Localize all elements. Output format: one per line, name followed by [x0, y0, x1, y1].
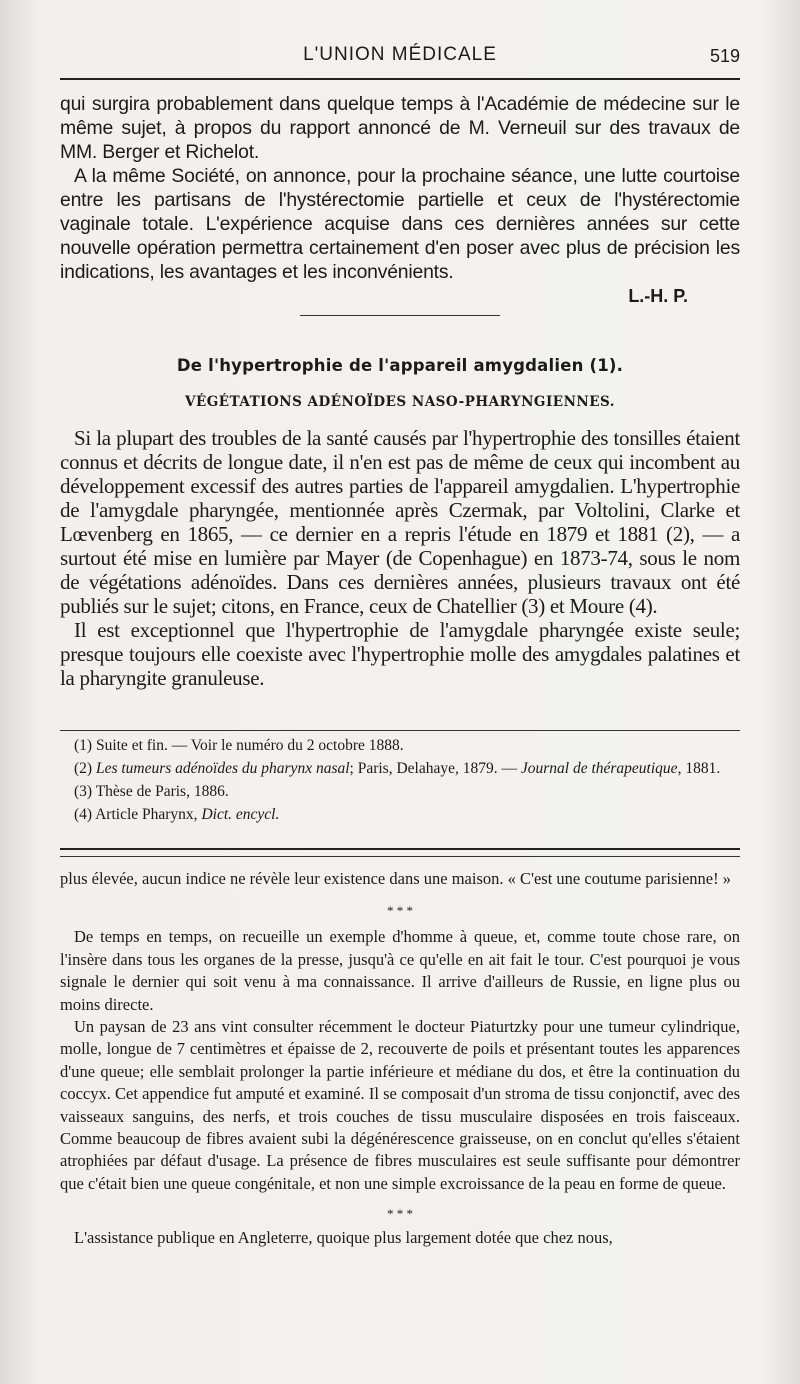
footnote-title: Les tumeurs adénoïdes du pharynx nasal	[95, 760, 350, 777]
footnote-text: , 1881.	[677, 760, 721, 777]
section-chronique	[60, 92, 740, 316]
footnote-text: Suite et fin. — Voir le numéro du 2 octobre 1888.	[95, 737, 404, 754]
article-title: De l'hypertrophie de l'appareil amygdalien (1).	[176, 356, 624, 375]
header-rule	[60, 78, 740, 80]
footnote-text: Thèse de Paris, 1886.	[95, 783, 229, 800]
footnote-rule	[60, 730, 740, 731]
feuilleton-rule	[60, 848, 740, 850]
article-heading	[60, 356, 740, 375]
footnote-journal: Journal de thérapeutique	[520, 760, 678, 777]
section-stars: * * *	[387, 1206, 413, 1222]
running-header	[60, 44, 740, 74]
article-subheading	[60, 394, 740, 410]
paragraph: De temps en temps, on recueille un exemple d'homme à queue, et, comme toute chose rare, on l'insère dans tous les organes de la presse, jusqu'à ce qu'elle en ait fait le tour. C'est pourquoi je vous signale le dernier qui soit venu à ma connaissance. Il arrive d'ailleurs de Russie, en ligne plus ou moins directe.	[60, 927, 740, 1014]
footnote	[60, 734, 740, 757]
section-stars: * * *	[387, 903, 413, 919]
paragraph: Si la plupart des troubles de la santé causés par l'hypertrophie des tonsilles étaient connus et décrits de longue date, il n'en est pas de même de ceux qui incombent au développement excessif des autres parties de l'appareil amygdalien. L'hypertrophie de l'amygdale pharyngée, mentionnée après Czermak, par Voltolini, Clarke et Lœvenberg en 1865, — ce dernier en a repris l'étude en 1879 et 1881 (2), — a surtout été mise en lumière par Mayer (de Copenhague) en 1873-74, sous le nom de végétations adénoïdes. Dans ces dernières années, plusieurs travaux ont été publiés sur le sujet; citons, en France, ceux de Chatellier (3) et Moure (4).	[60, 426, 740, 618]
feuilleton	[60, 868, 740, 1250]
footnote-number: (2)	[74, 760, 93, 777]
page-number: 519	[709, 46, 740, 66]
footnote-text: Article Pharynx,	[95, 806, 202, 823]
footnotes	[60, 734, 740, 826]
footnote	[60, 757, 740, 780]
section-divider	[300, 315, 500, 316]
paragraph: Un paysan de 23 ans vint consulter récemment le docteur Piaturtzky pour une tumeur cylindrique, molle, longue de 7 centimètres et épaisse de 2, recouverte de poils et présentant toutes les apparences d'une queue; elle semblait prolonger la partie inférieure et médiane du dos, et être la continuation du coccyx. Cet appendice fut amputé et examiné. Il se composait d'un stroma de tissu conjonctif, avec des vaisseaux sanguins, des nerfs, et trois couches de tissu musculaire disposées en trois faisceaux. Comme beaucoup de fibres avaient subi la dégénérescence graisseuse, on en conclut qu'elles s'étaient atrophiées par défaut d'usage. La présence de fibres musculaires est seule suffisante pour démontrer que c'était bien une queue congénitale, et non une simple excroissance de la peau en forme de queue.	[60, 1017, 740, 1193]
paragraph: plus élevée, aucun indice ne révèle leur existence dans une maison. « C'est une coutume parisienne! »	[60, 869, 731, 888]
footnote-number: (3)	[74, 783, 93, 800]
footnote-number: (1)	[74, 737, 93, 754]
footnote-number: (4)	[74, 806, 93, 823]
paragraph: Il est exceptionnel que l'hypertrophie de l'amygdale pharyngée existe seule; presque toujours elle coexiste avec l'hypertrophie molle des amygdales palatines et la pharyngite granuleuse.	[60, 618, 740, 690]
paragraph: L'assistance publique en Angleterre, quoique plus largement dotée que chez nous,	[74, 1228, 613, 1248]
journal-title: L'UNION MÉDICALE	[303, 44, 497, 65]
article-body	[60, 426, 740, 690]
paragraph: A la même Société, on annonce, pour la prochaine séance, une lutte courtoise entre les partisans de l'hystérectomie partielle et ceux de l'hystérectomie vaginale totale. L'expérience acquise dans ces dernières années sur cette nouvelle opération permettra certainement d'en poser avec plus de précision les indications, les avantages et les inconvénients.	[60, 165, 740, 283]
footnote	[60, 803, 740, 826]
footnote-reference: Dict. encycl.	[201, 806, 280, 823]
article-subtitle: VÉGÉTATIONS ADÉNOÏDES NASO-PHARYNGIENNES.	[184, 394, 616, 410]
paragraph: qui surgira probablement dans quelque temps à l'Académie de médecine sur le même sujet, à propos du rapport annoncé de M. Verneuil sur des travaux de MM. Berger et Richelot.	[60, 93, 740, 163]
feuilleton-rule-thin	[60, 856, 740, 857]
footnote	[60, 780, 740, 803]
signature: L.-H. P.	[628, 286, 688, 306]
footnote-text: ; Paris, Delahaye, 1879. —	[349, 760, 521, 777]
